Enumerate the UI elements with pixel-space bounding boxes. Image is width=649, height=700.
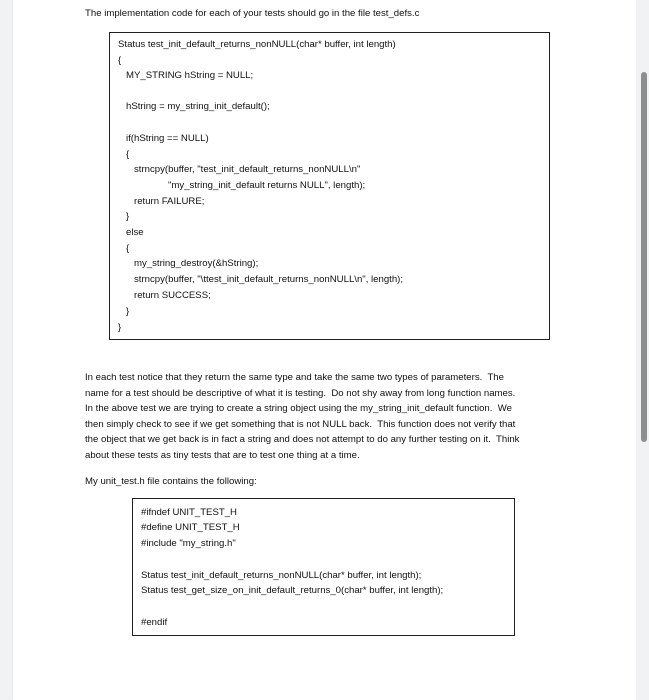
code-line: return FAILURE; [134, 196, 205, 207]
document-page [13, 0, 636, 700]
code-block-test-defs [109, 32, 550, 340]
code-line: strncpy(buffer, "test_init_default_returns_nonNULL\n" [134, 164, 361, 175]
paragraph-line: In each test notice that they return the same type and take the same two types of parameters. The [85, 372, 504, 383]
paragraph-line: the object that we get back is in fact a string and does not attempt to do any further testing on it. Think [85, 434, 520, 446]
code-line: MY_STRING hString = NULL; [126, 70, 254, 81]
code-line: Status test_init_default_returns_nonNULL(char* buffer, int length) [118, 39, 396, 50]
code-line: return SUCCESS; [134, 290, 211, 301]
code-line: } [126, 306, 130, 317]
paragraph-line: In the above test we are trying to create a string object using the my_string_init_default function. We [85, 403, 512, 415]
unit-test-intro: My unit_test.h file contains the following: [85, 476, 257, 487]
code-line: #define UNIT_TEST_H [141, 522, 240, 533]
code-line: Status test_get_size_on_init_default_returns_0(char* buffer, int length); [141, 585, 444, 596]
code-line: #ifndef UNIT_TEST_H [141, 507, 237, 518]
code-line: hString = my_string_init_default(); [126, 101, 270, 112]
code-line: if(hString == NULL) [126, 133, 209, 144]
paragraph-line: then simply check to see if we get something that is not NULL back. This function does not verify that [85, 418, 516, 430]
code-line: "my_string_init_default returns NULL", length); [168, 180, 366, 191]
code-line: } [118, 322, 122, 333]
paragraph-line: about these tests as tiny tests that are to test one thing at a time. [85, 449, 360, 461]
scrollbar-thumb[interactable] [641, 72, 647, 442]
explanation-paragraph [85, 370, 625, 464]
code-block-unit-test-h [132, 498, 515, 636]
code-line: { [118, 55, 122, 66]
code-line: Status test_init_default_returns_nonNULL(char* buffer, int length); [141, 570, 422, 581]
code-line: else [126, 227, 144, 238]
code-line: strncpy(buffer, "\ttest_init_default_returns_nonNULL\n", length); [134, 274, 404, 285]
intro-line: The implementation code for each of your tests should go in the file test_defs.c [85, 8, 420, 19]
code-line: #include "my_string.h" [141, 538, 236, 549]
code-line: my_string_destroy(&hString); [134, 258, 259, 269]
vertical-scrollbar[interactable] [636, 0, 649, 700]
paragraph-line: name for a test should be descriptive of what it is testing. Do not shy away from long function names. [85, 387, 516, 399]
code-line: } [126, 211, 130, 222]
code-line: { [126, 149, 130, 160]
code-line: { [126, 243, 130, 254]
code-line: #endif [141, 617, 168, 628]
